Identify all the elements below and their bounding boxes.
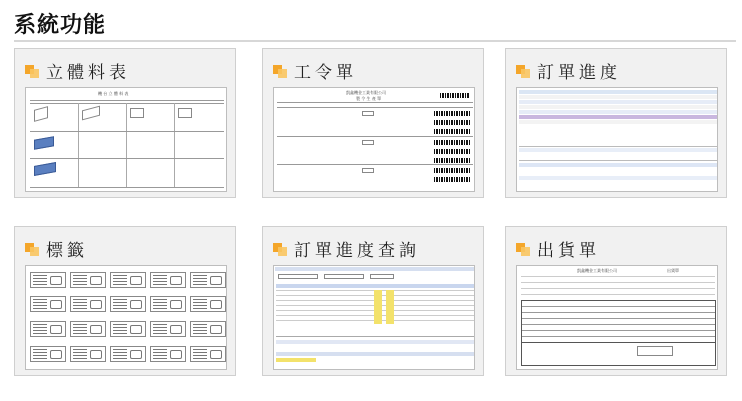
- order-progress-screenshot[interactable]: [516, 87, 718, 192]
- bullet-icon: [516, 242, 529, 255]
- bullet-icon: [273, 64, 286, 77]
- feature-card-bom[interactable]: [14, 48, 236, 198]
- work-order-doc-title: 製 令 生 產 單: [356, 96, 382, 101]
- feature-card-order-progress[interactable]: [505, 48, 727, 198]
- bullet-icon: [516, 64, 529, 77]
- shipping-doc-title: 出貨單: [667, 268, 679, 273]
- feature-card-work-order[interactable]: [262, 48, 484, 198]
- card-title: 標籤: [46, 240, 88, 261]
- shipping-company: 凱鑫機金工業有限公司: [577, 268, 617, 273]
- feature-card-labels[interactable]: [14, 226, 236, 376]
- card-header: [25, 57, 130, 83]
- title-divider: [14, 40, 736, 42]
- card-title: 訂單進度: [537, 62, 621, 83]
- bullet-icon: [25, 64, 38, 77]
- card-title: 立體料表: [46, 62, 130, 83]
- work-order-screenshot[interactable]: [273, 87, 475, 192]
- card-title: 工令單: [294, 62, 357, 83]
- bom-doc-title: 機 台 立 體 料 表: [98, 91, 129, 96]
- work-order-company: 凱鑫機金工業有限公司: [346, 90, 386, 95]
- feature-card-shipping[interactable]: [505, 226, 727, 376]
- feature-card-order-query[interactable]: [262, 226, 484, 376]
- card-header: [273, 57, 357, 83]
- card-header: [273, 235, 420, 261]
- order-query-screenshot[interactable]: [273, 265, 475, 370]
- page-title: 系統功能: [14, 13, 107, 38]
- shipping-screenshot[interactable]: [516, 265, 718, 370]
- card-title: 出貨單: [537, 240, 600, 261]
- card-title: 訂單進度查詢: [294, 240, 420, 261]
- bom-screenshot[interactable]: [25, 87, 227, 192]
- card-header: [516, 57, 621, 83]
- bullet-icon: [25, 242, 38, 255]
- labels-screenshot[interactable]: [25, 265, 227, 370]
- bullet-icon: [273, 242, 286, 255]
- card-header: [25, 235, 88, 261]
- card-header: [516, 235, 600, 261]
